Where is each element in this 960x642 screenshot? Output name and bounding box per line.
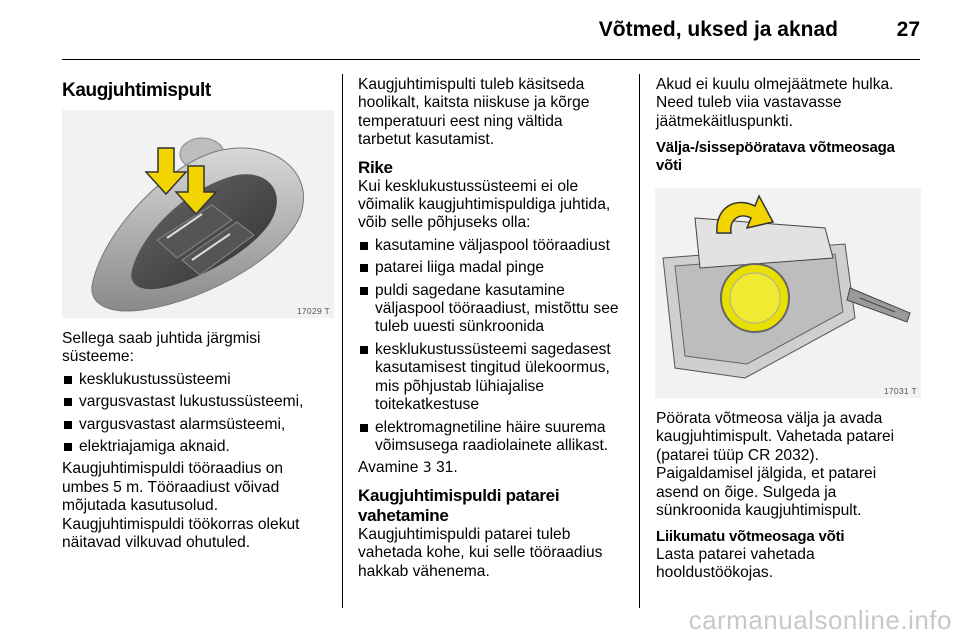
paragraph-line: hoolikalt, kaitsta niiskuse ja kõrge bbox=[358, 94, 590, 112]
list-item-text: elektromagnetiline häire suurema bbox=[375, 418, 606, 436]
paragraph-line: Kaugjuhtimispuldi tööraadius on bbox=[62, 460, 284, 478]
paragraph-line: Pöörata võtmeosa välja ja avada bbox=[656, 410, 883, 427]
list-item bbox=[358, 341, 633, 415]
intro-text-line: Sellega saab juhtida järgmisi bbox=[62, 330, 261, 347]
column-2 bbox=[358, 76, 633, 581]
column-divider-2 bbox=[639, 74, 640, 608]
section-heading-battery: vahetamine bbox=[358, 505, 449, 525]
list-item: elektriajamiga aknaid. bbox=[62, 438, 332, 456]
column-divider-1 bbox=[342, 74, 343, 608]
paragraph-line: Kaugjuhtimispuldi patarei tuleb bbox=[358, 525, 571, 543]
column-3-body bbox=[656, 410, 926, 583]
paragraph-line: Kaugjuhtimispuldi töökorras olekut bbox=[62, 515, 300, 533]
list-item-text: kesklukustussüsteemi sagedasest bbox=[375, 340, 611, 358]
section-heading-battery: Kaugjuhtimispuldi patarei bbox=[358, 485, 560, 505]
section-heading-folding-key: võti bbox=[656, 156, 682, 174]
watermark: carmanualsonline.info bbox=[688, 605, 952, 635]
paragraph-line: võimalik kaugjuhtimispuldiga juhtida, bbox=[358, 196, 611, 214]
paragraph-line: jäätmekäitluspunkti. bbox=[656, 112, 793, 130]
list-item-text: tuleb uuesti sünkroonida bbox=[375, 318, 545, 336]
section-heading-folding-key: Välja-/sissepööratava võtmeosaga bbox=[656, 139, 895, 157]
paragraph-line: tarbetut kasutamist. bbox=[358, 131, 495, 149]
list-item-text: patarei liiga madal pinge bbox=[375, 259, 545, 277]
paragraph-line: Kaugjuhtimispulti tuleb käsitseda bbox=[358, 76, 585, 93]
reference-text: Avamine bbox=[358, 459, 419, 477]
paragraph-line: Paigaldamisel jälgida, et patarei bbox=[656, 465, 877, 483]
cross-reference[interactable] bbox=[358, 459, 633, 477]
paragraph-line: hakkab vähenema. bbox=[358, 562, 490, 580]
figure-code: 17029 T bbox=[296, 306, 330, 316]
list-item bbox=[358, 282, 633, 337]
running-header-title: Võtmed, uksed ja aknad bbox=[598, 18, 838, 41]
column-3 bbox=[656, 76, 926, 174]
section-heading-fixed-key: Liikumatu võtmeosaga võti bbox=[656, 528, 845, 546]
figure-remote-key bbox=[62, 110, 334, 318]
list-item-text: toitekatkestuse bbox=[375, 396, 480, 414]
paragraph-line: sünkroonida kaugjuhtimispult. bbox=[656, 502, 862, 520]
list-item-text: võimsusega raadiolainete allikast. bbox=[375, 436, 609, 454]
list-item bbox=[358, 259, 633, 277]
list-item-text: mis põhjustab lühiajalise bbox=[375, 377, 545, 395]
figure-battery-change bbox=[655, 188, 921, 398]
systems-list bbox=[62, 371, 332, 457]
list-item-text: kasutamine väljaspool tööraadiust bbox=[375, 236, 610, 254]
paragraph-line: umbes 5 m. Tööraadiust võivad bbox=[62, 478, 280, 496]
list-item-text: väljaspool tööraadiust, mistõttu see bbox=[375, 300, 619, 318]
list-item: kesklukustussüsteemi bbox=[62, 371, 332, 389]
remote-key-illustration bbox=[62, 110, 334, 318]
paragraph-line: kaugjuhtimispult. Vahetada patarei bbox=[656, 428, 895, 446]
paragraph-line: näitavad vilkuvad ohutuled. bbox=[62, 534, 251, 552]
fault-causes-list bbox=[358, 237, 633, 455]
paragraph-line: Lasta patarei vahetada bbox=[656, 545, 815, 563]
paragraph-line: mõjutada kasutusolud. bbox=[62, 497, 219, 515]
paragraph-line: Need tuleb viia vastavasse bbox=[656, 94, 842, 112]
list-item bbox=[358, 419, 633, 456]
reference-page: 31. bbox=[436, 459, 458, 477]
list-item-text: kasutamisest tingitud ülekoormus, bbox=[375, 359, 610, 377]
column-1-body bbox=[62, 330, 332, 552]
list-item-text: puldi sagedane kasutamine bbox=[375, 281, 565, 299]
paragraph-line: hooldustöökojas. bbox=[656, 564, 774, 582]
list-item bbox=[358, 237, 633, 255]
column-1 bbox=[62, 76, 332, 102]
intro-text-line: süsteeme: bbox=[62, 348, 134, 366]
list-item: vargusvastast lukustussüsteemi, bbox=[62, 393, 332, 411]
list-item: vargusvastast alarmsüsteemi, bbox=[62, 416, 332, 434]
section-heading-remote: Kaugjuhtimispult bbox=[62, 80, 211, 101]
header-rule bbox=[62, 59, 920, 60]
paragraph-line: asend on õige. Sulgeda ja bbox=[656, 483, 837, 501]
page-number: 27 bbox=[896, 18, 920, 41]
paragraph-line: temperatuuri eest ning vältida bbox=[358, 112, 563, 130]
paragraph-line: Akud ei kuulu olmejäätmete hulka. bbox=[656, 76, 894, 93]
paragraph-line: (patarei tüüp CR 2032). bbox=[656, 446, 819, 464]
battery-change-illustration bbox=[655, 188, 921, 398]
paragraph-line: võib selle põhjuseks olla: bbox=[358, 214, 531, 232]
figure-code: 17031 T bbox=[883, 386, 917, 396]
paragraph-line: Kui kesklukustussüsteemi ei ole bbox=[358, 177, 579, 195]
reference-arrow-icon: 3 bbox=[422, 460, 432, 477]
paragraph-line: vahetada kohe, kui selle tööraadius bbox=[358, 544, 603, 562]
section-heading-fault: Rike bbox=[358, 157, 393, 177]
